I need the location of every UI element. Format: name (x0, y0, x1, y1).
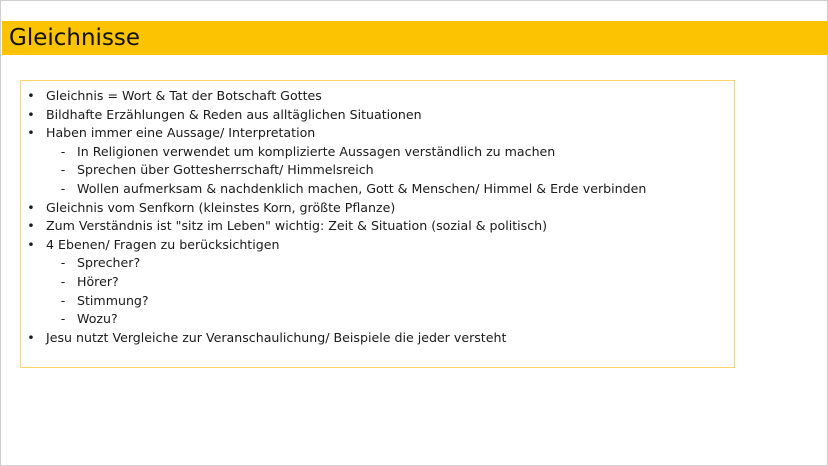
bullet-marker: • (27, 329, 35, 345)
dash-marker: - (60, 143, 66, 159)
list-item (21, 143, 734, 162)
list-item-text: Gleichnis vom Senfkorn (kleinstes Korn, größte Pflanze) (46, 199, 396, 215)
dash-marker: - (60, 311, 66, 327)
list-item-text: Gleichnis = Wort & Tat der Botschaft Gottes (46, 88, 322, 103)
bullet-marker: • (27, 106, 35, 122)
list-item-text: In Religionen verwendet um komplizierte Aussagen verständlich zu machen (77, 143, 556, 159)
bullet-marker: • (27, 199, 35, 215)
list-item (21, 292, 734, 311)
list-item-text: Haben immer eine Aussage/ Interpretation (46, 125, 316, 141)
bullet-list (21, 87, 734, 347)
dash-marker: - (60, 273, 66, 289)
list-item (21, 87, 734, 106)
list-item (21, 199, 734, 218)
list-item-text: Wollen aufmerksam & nachdenklich machen, Gott & Menschen/ Himmel & Erde verbinden (77, 180, 647, 196)
dash-marker: - (60, 255, 66, 271)
bullet-marker: • (27, 88, 35, 103)
dash-marker: - (60, 292, 66, 308)
slide-title: Gleichnisse (9, 25, 141, 51)
list-item (21, 217, 734, 236)
content-box (20, 80, 735, 368)
list-item (21, 310, 734, 329)
dash-marker: - (60, 162, 66, 178)
list-item-text: 4 Ebenen/ Fragen zu berücksichtigen (46, 236, 280, 252)
bullet-marker: • (27, 236, 35, 252)
dash-marker: - (60, 180, 66, 196)
list-item (21, 106, 734, 125)
bullet-marker: • (27, 218, 35, 234)
list-item (21, 124, 734, 143)
list-item-text: Stimmung? (77, 292, 149, 308)
list-item (21, 273, 734, 292)
list-item (21, 161, 734, 180)
list-item-text: Hörer? (77, 273, 119, 289)
list-item-text: Zum Verständnis ist "sitz im Leben" wichtig: Zeit & Situation (sozial & politisch) (46, 218, 548, 234)
bullet-marker: • (27, 125, 35, 141)
list-item-text: Bildhafte Erzählungen & Reden aus alltäglichen Situationen (46, 106, 422, 122)
title-bar (2, 21, 828, 55)
list-item-text: Wozu? (77, 311, 118, 327)
list-item (21, 329, 734, 348)
list-item (21, 254, 734, 273)
list-item (21, 180, 734, 199)
list-item-text: Jesu nutzt Vergleiche zur Veranschaulichung/ Beispiele die jeder versteht (46, 329, 507, 345)
list-item (21, 236, 734, 255)
list-item-text: Sprecher? (77, 255, 141, 271)
list-item-text: Sprechen über Gottesherrschaft/ Himmelsreich (77, 162, 374, 178)
